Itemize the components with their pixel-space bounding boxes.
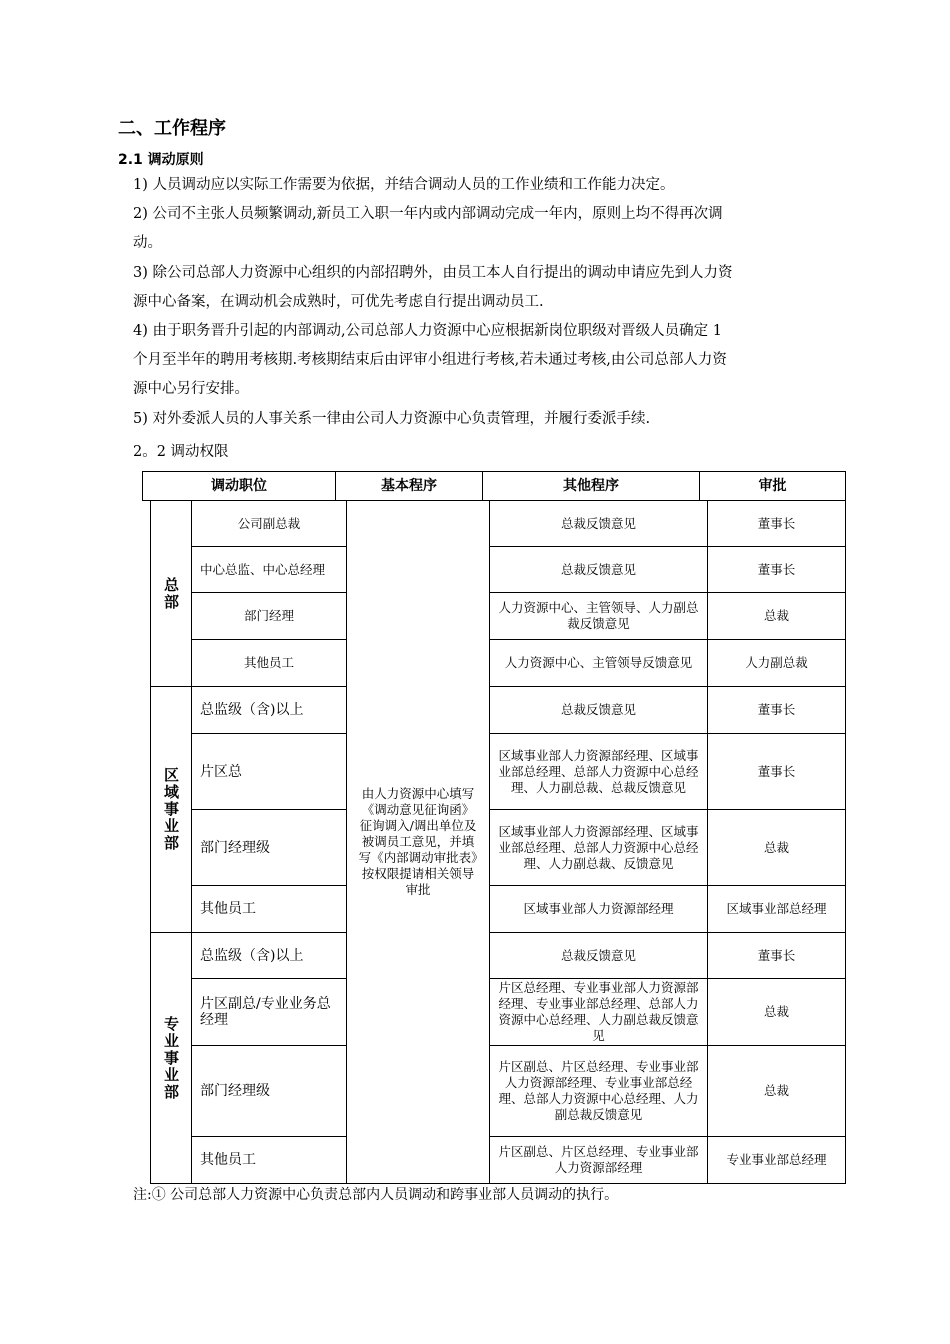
position-cell: 片区副总/专业业务总经理: [191, 978, 347, 1046]
subsection-title: 2.1 调动原则: [118, 152, 204, 168]
paragraph-3: [133, 259, 833, 317]
approval-cell: 董事长: [707, 546, 846, 593]
position-cell: 其他员工: [191, 639, 347, 687]
position-cell: 中心总监、中心总经理: [191, 546, 347, 593]
other-procedure-cell: 总裁反馈意见: [489, 546, 708, 593]
group-regional-division: 区域事业部: [150, 686, 192, 933]
paragraph-5: [133, 405, 833, 434]
paragraph-line: 5) 对外委派人员的人事关系一律由公司人力资源中心负责管理，并履行委派手续.: [133, 411, 651, 427]
header-approval: 审批: [699, 471, 846, 501]
position-cell: 总监级（含)以上: [191, 932, 347, 979]
paragraph-line: 动。: [133, 235, 162, 251]
paragraph-line: 1) 人员调动应以实际工作需要为依据，并结合调动人员的工作业绩和工作能力决定。: [133, 177, 675, 193]
position-cell: 其他员工: [191, 885, 347, 933]
approval-cell: 董事长: [707, 686, 846, 734]
header-other-procedure: 其他程序: [482, 471, 700, 501]
approval-cell: 董事长: [707, 733, 846, 810]
position-cell: 部门经理级: [191, 1045, 347, 1137]
section-title: 二、工作程序: [118, 118, 226, 139]
paragraph-line: 个月至半年的聘用考核期.考核期结束后由评审小组进行考核,若未通过考核,由公司总部人力资: [133, 352, 727, 368]
paragraph-line: 源中心备案，在调动机会成熟时，可优先考虑自行提出调动员工.: [133, 294, 544, 310]
approval-cell: 人力副总裁: [707, 639, 846, 687]
other-procedure-cell: 片区副总、片区总经理、专业事业部人力资源部经理、专业事业部总经理、总部人力资源中心总经理、人力副总裁反馈意见: [489, 1045, 708, 1137]
other-procedure-cell: 区域事业部人力资源部经理: [489, 885, 708, 933]
transfer-authority-table: [142, 471, 846, 1184]
approval-cell: 董事长: [707, 500, 846, 547]
approval-cell: 专业事业部总经理: [707, 1136, 846, 1184]
other-procedure-cell: 总裁反馈意见: [489, 500, 708, 547]
header-position: 调动职位: [142, 471, 336, 501]
basic-procedure-cell: 由人力资源中心填写《调动意见征询函》征询调入/调出单位及被调员工意见，并填写《内部调动审批表》按权限提请相关领导审批: [346, 500, 490, 1184]
paragraph-4: [133, 317, 833, 404]
other-procedure-cell: 片区副总、片区总经理、专业事业部人力资源部经理: [489, 1136, 708, 1184]
paragraph-1: [133, 171, 833, 200]
approval-cell: 总裁: [707, 592, 846, 640]
other-procedure-cell: 区域事业部人力资源部经理、区域事业部总经理、总部人力资源中心总经理、人力副总裁、反馈意见: [489, 809, 708, 886]
other-procedure-cell: 区域事业部人力资源部经理、区域事业部总经理、总部人力资源中心总经理、人力副总裁、总裁反馈意见: [489, 733, 708, 810]
group-headquarters: 总部: [150, 500, 192, 687]
paragraph-line: 3) 除公司总部人力资源中心组织的内部招聘外，由员工本人自行提出的调动申请应先到人力资: [133, 265, 733, 281]
approval-cell: 区域事业部总经理: [707, 885, 846, 933]
position-cell: 总监级（含)以上: [191, 686, 347, 734]
subsection2-title: 2。2 调动权限: [133, 444, 229, 460]
header-basic-procedure: 基本程序: [335, 471, 483, 501]
other-procedure-cell: 总裁反馈意见: [489, 932, 708, 979]
approval-cell: 总裁: [707, 978, 846, 1046]
paragraph-line: 源中心另行安排。: [133, 381, 249, 397]
group-professional-division: 专业事业部: [150, 932, 192, 1184]
footnote: 注:① 公司总部人力资源中心负责总部内人员调动和跨事业部人员调动的执行。: [133, 1187, 619, 1203]
approval-cell: 董事长: [707, 932, 846, 979]
position-cell: 部门经理级: [191, 809, 347, 886]
position-cell: 公司副总裁: [191, 500, 347, 547]
other-procedure-cell: 总裁反馈意见: [489, 686, 708, 734]
other-procedure-cell: 片区总经理、专业事业部人力资源部经理、专业事业部总经理、总部人力资源中心总经理、人力副总裁反馈意见: [489, 978, 708, 1046]
position-cell: 片区总: [191, 733, 347, 810]
position-cell: 其他员工: [191, 1136, 347, 1184]
paragraph-line: 4) 由于职务晋升引起的内部调动,公司总部人力资源中心应根据新岗位职级对晋级人员确定 1: [133, 323, 722, 339]
other-procedure-cell: 人力资源中心、主管领导反馈意见: [489, 639, 708, 687]
paragraph-2: [133, 200, 833, 258]
paragraph-line: 2) 公司不主张人员频繁调动,新员工入职一年内或内部调动完成一年内，原则上均不得再次调: [133, 206, 723, 222]
position-cell: 部门经理: [191, 592, 347, 640]
approval-cell: 总裁: [707, 1045, 846, 1137]
approval-cell: 总裁: [707, 809, 846, 886]
other-procedure-cell: 人力资源中心、主管领导、人力副总裁反馈意见: [489, 592, 708, 640]
